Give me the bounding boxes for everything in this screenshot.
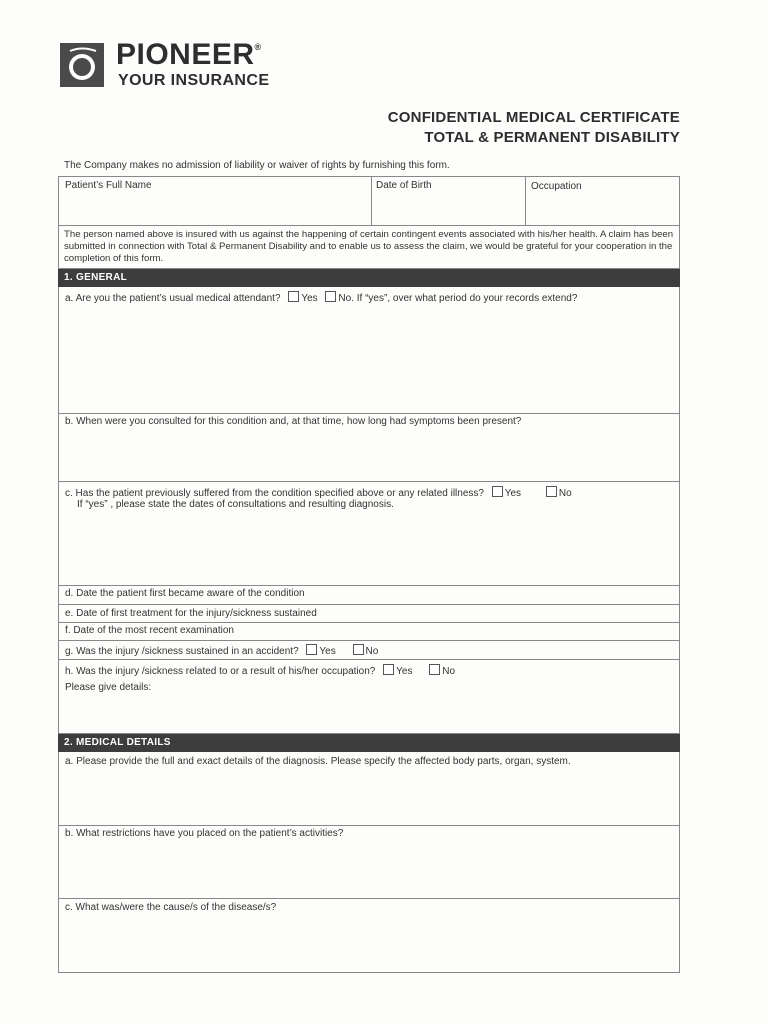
question-c-yes-checkbox[interactable] — [492, 486, 503, 497]
question-h-yes-label: Yes — [396, 666, 413, 677]
question-h-row[interactable] — [58, 659, 680, 734]
section-general-header: 1. GENERAL — [58, 269, 680, 287]
question-c-no-checkbox[interactable] — [546, 486, 557, 497]
question-a-no-label: No. — [338, 293, 354, 304]
registered-mark: ® — [254, 42, 262, 52]
question-g: g. Was the injury /sickness sustained in an accident? Yes No — [65, 646, 379, 657]
question-a: a. Are you the patient’s usual medical attendant? Yes No. If “yes”, over what period do your records extend? — [65, 293, 578, 304]
medical-question-c: c. What was/were the cause/s of the disease/s? — [65, 902, 277, 913]
question-h-no-label: No — [442, 666, 456, 677]
question-d: d. Date the patient first became aware of the condition — [65, 588, 305, 599]
question-e-row[interactable] — [58, 604, 680, 623]
medical-question-b-row[interactable] — [58, 825, 680, 899]
question-c-no-label: No — [558, 488, 572, 499]
question-g-row[interactable] — [58, 640, 680, 660]
question-g-yes-checkbox[interactable] — [306, 644, 317, 655]
occupation-label: Occupation — [531, 181, 582, 192]
question-a-yes-label: Yes — [301, 293, 318, 304]
medical-question-a-row[interactable] — [58, 752, 680, 826]
question-g-yes-label: Yes — [319, 646, 336, 657]
patient-info-table — [58, 176, 680, 226]
question-f: f. Date of the most recent examination — [65, 625, 234, 636]
medical-question-a: a. Please provide the full and exact details of the diagnosis. Please specify the affected body parts, organ, system. — [65, 756, 571, 767]
patient-full-name-label: Patient’s Full Name — [65, 180, 152, 191]
brand-tagline: YOUR INSURANCE — [118, 72, 270, 89]
question-a-followup: If “yes”, over what period do your records extend? — [356, 293, 578, 304]
pioneer-logo — [60, 40, 270, 94]
patient-full-name-field[interactable] — [59, 177, 370, 225]
question-b-row[interactable] — [58, 413, 680, 482]
question-c-followup: If “yes” , please state the dates of consultations and resulting diagnosis. — [77, 499, 394, 510]
section-medical-details-header: 2. MEDICAL DETAILS — [58, 734, 680, 752]
question-c-row[interactable] — [58, 481, 680, 586]
question-c-yes-label: Yes — [504, 488, 522, 499]
question-d-row[interactable] — [58, 585, 680, 605]
question-e: e. Date of first treatment for the injury/sickness sustained — [65, 608, 317, 619]
question-g-no-checkbox[interactable] — [353, 644, 364, 655]
please-give-details-label: Please give details: — [65, 682, 152, 693]
question-h-yes-checkbox[interactable] — [383, 664, 394, 675]
medical-question-b: b. What restrictions have you placed on the patient’s activities? — [65, 828, 344, 839]
date-of-birth-field[interactable] — [372, 177, 524, 225]
form-title-line1: CONFIDENTIAL MEDICAL CERTIFICATE — [387, 109, 680, 126]
question-f-row[interactable] — [58, 622, 680, 641]
brand-name: PIONEER® — [116, 38, 262, 71]
question-g-no-label: No — [365, 646, 379, 657]
question-b: b. When were you consulted for this condition and, at that time, how long had symptoms been present? — [65, 416, 522, 427]
question-a-row[interactable] — [58, 287, 680, 414]
date-of-birth-label: Date of Birth — [376, 180, 432, 191]
question-a-no-checkbox[interactable] — [325, 291, 336, 302]
medical-question-c-row[interactable] — [58, 898, 680, 973]
question-h-no-checkbox[interactable] — [429, 664, 440, 675]
question-a-yes-checkbox[interactable] — [288, 291, 299, 302]
liability-disclaimer: The Company makes no admission of liability or waiver of rights by furnishing this form. — [64, 160, 450, 171]
intro-paragraph: The person named above is insured with us against the happening of certain contingent events associated with his/her health. A claim has been submitted in connection with Total & Permanent Disability and to enable us to assess the claim, we would be grateful for your cooperation in the completion of this form. — [64, 229, 674, 264]
pioneer-logo-icon — [60, 43, 104, 87]
form-title-line2: TOTAL & PERMANENT DISABILITY — [424, 129, 680, 146]
occupation-field[interactable] — [526, 177, 679, 225]
question-c: c. Has the patient previously suffered from the condition specified above or any related illness? Yes No — [65, 488, 572, 499]
question-h: h. Was the injury /sickness related to or a result of his/her occupation? Yes No — [65, 666, 456, 677]
